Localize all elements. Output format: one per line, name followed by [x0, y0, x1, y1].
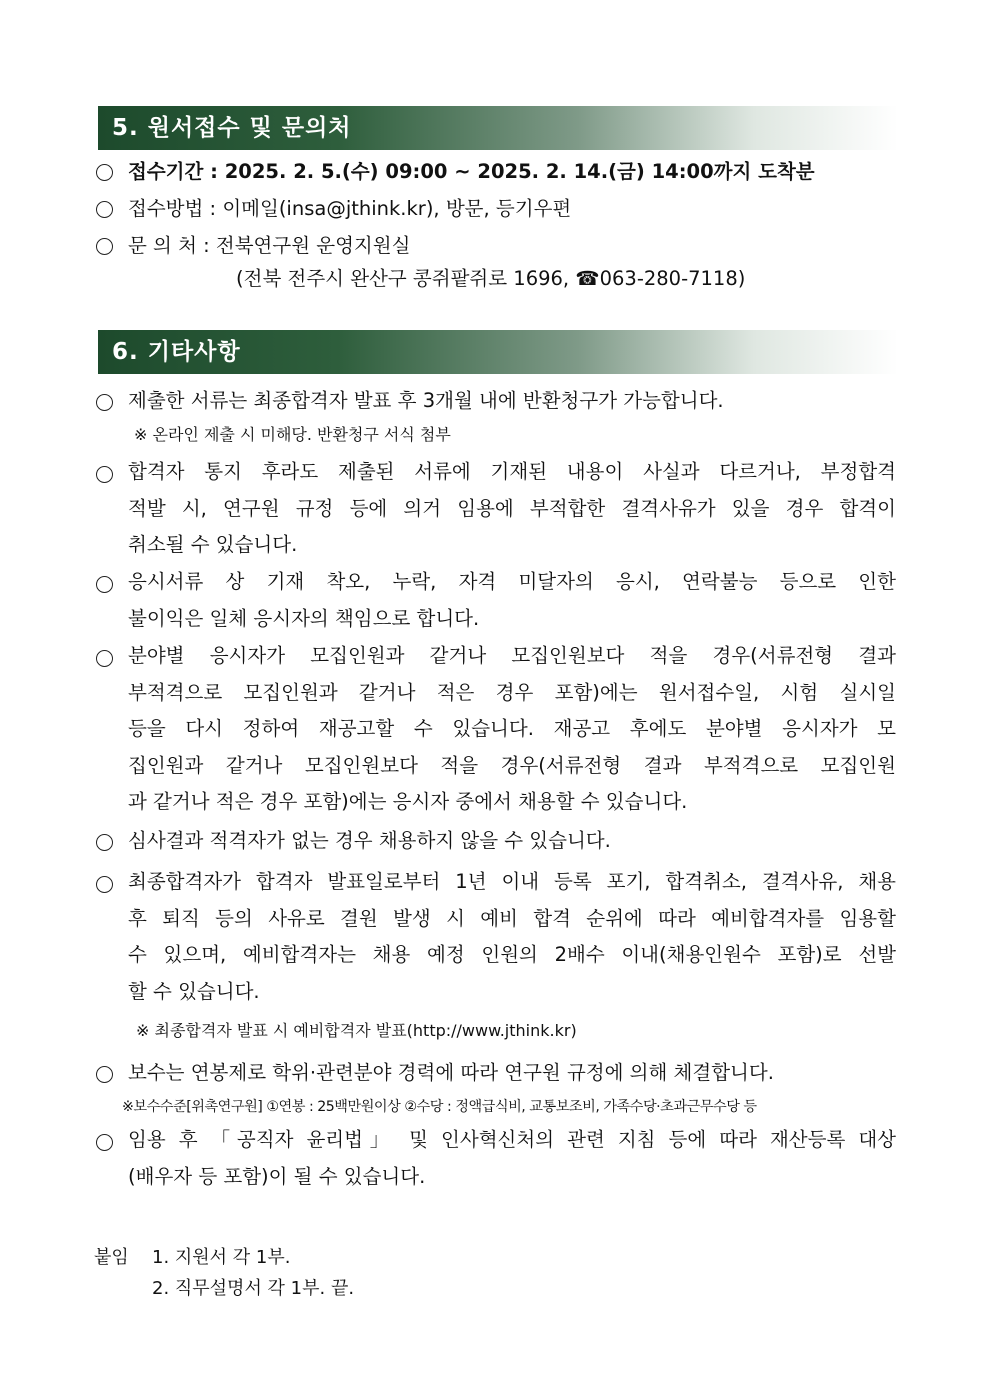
- bullet-icon: [96, 834, 113, 851]
- item-2-line-3: 취소될 수 있습니다.: [128, 533, 298, 556]
- item-3-paragraph: [128, 564, 896, 637]
- item-3-line-1: 응시서류 상 기재 착오, 누락, 자격 미달자의 응시, 연락불능 등으로 인한: [128, 570, 896, 593]
- item-5-line-1: 심사결과 적격자가 없는 경우 채용하지 않을 수 있습니다.: [128, 829, 611, 852]
- item-2-line-2: 적발 시, 연구원 규정 등에 의거 임용에 부적합한 결격사유가 있을 경우 합격이: [128, 496, 896, 520]
- item-6-line-3: 수 있으며, 예비합격자는 채용 예정 인원의 2배수 이내(채용인원수 포함)로 선발: [128, 943, 896, 966]
- section-6-header: 6. 기타사항: [98, 330, 898, 374]
- item-8-line-1: 임용 후 「공직자 윤리법」 및 인사혁신처의 관련 지침 등에 따라 재산등록 대상: [128, 1128, 896, 1151]
- item-8-paragraph: [128, 1122, 896, 1195]
- bullet-icon: [96, 1134, 113, 1151]
- bullet-icon: [96, 466, 113, 483]
- attachment-item-2: 2. 직무설명서 각 1부. 끝.: [152, 1278, 355, 1299]
- bullet-icon: [96, 876, 113, 893]
- item-6-line-1: 최종합격자가 합격자 발표일로부터 1년 이내 등록 포기, 합격취소, 결격사유, 채용: [128, 870, 896, 893]
- section-5-header: 5. 원서접수 및 문의처: [98, 106, 898, 150]
- bullet-icon: [96, 394, 113, 411]
- contact-address: (전북 전주시 완산구 콩쥐팥쥐로 1696, ☎063-280-7118): [236, 267, 746, 290]
- item-4-line-5: 과 같거나 적은 경우 포함)에는 응시자 중에서 채용할 수 있습니다.: [128, 790, 688, 813]
- item-1-line-1: 제출한 서류는 최종합격자 발표 후 3개월 내에 반환청구가 가능합니다.: [128, 389, 724, 412]
- item-4-line-3: 등을 다시 정하여 재공고할 수 있습니다. 재공고 후에도 분야별 응시자가 모: [128, 717, 896, 740]
- bullet-icon: [96, 576, 113, 593]
- item-7-line-1: 보수는 연봉제로 학위·관련분야 경력에 따라 연구원 규정에 의해 체결합니다.: [128, 1061, 774, 1084]
- application-method: 접수방법 : 이메일(insa@jthink.kr), 방문, 등기우편: [128, 197, 572, 220]
- item-3-line-2: 불이익은 일체 응시자의 책임으로 합니다.: [128, 606, 480, 630]
- item-4-line-2: 부적격으로 모집인원과 같거나 적은 경우 포함)에는 원서접수일, 시험 실시일: [128, 680, 896, 704]
- item-6-line-2: 후 퇴직 등의 사유로 결원 발생 시 예비 합격 순위에 따라 예비합격자를 임용할: [128, 906, 896, 930]
- bullet-icon: [96, 164, 113, 181]
- item-2-line-1: 합격자 통지 후라도 제출된 서류에 기재된 내용이 사실과 다르거나, 부정합격: [128, 460, 896, 483]
- item-6-note: ※ 최종합격자 발표 시 예비합격자 발표(http://www.jthink.kr): [136, 1021, 577, 1040]
- item-4-paragraph: [128, 638, 896, 821]
- bullet-icon: [96, 201, 113, 218]
- bullet-icon: [96, 238, 113, 255]
- item-8-line-2: (배우자 등 포함)이 될 수 있습니다.: [128, 1164, 426, 1188]
- item-1-note: ※ 온라인 제출 시 미해당. 반환청구 서식 첨부: [134, 425, 451, 444]
- item-7-note: ※보수수준[위촉연구원] ①연봉 : 25백만원이상 ②수당 : 정액급식비, 교통보조비, 가족수당·초과근무수당 등: [122, 1099, 757, 1115]
- attachment-label: 붙임: [94, 1247, 129, 1268]
- item-4-line-1: 분야별 응시자가 모집인원과 같거나 모집인원보다 적을 경우(서류전형 결과: [128, 644, 896, 667]
- item-2-paragraph: [128, 454, 896, 564]
- application-period: 접수기간 : 2025. 2. 5.(수) 09:00 ~ 2025. 2. 14.(금) 14:00까지 도착분: [128, 160, 815, 183]
- bullet-icon: [96, 1066, 113, 1083]
- item-6-line-4: 할 수 있습니다.: [128, 979, 260, 1003]
- item-6-paragraph: [128, 864, 896, 1010]
- bullet-icon: [96, 650, 113, 667]
- item-4-line-4: 집인원과 같거나 모집인원보다 적을 경우(서류전형 결과 부적격으로 모집인원: [128, 753, 896, 777]
- contact-office: 문 의 처 : 전북연구원 운영지원실: [128, 234, 411, 257]
- attachment-item-1: 1. 지원서 각 1부.: [152, 1247, 291, 1268]
